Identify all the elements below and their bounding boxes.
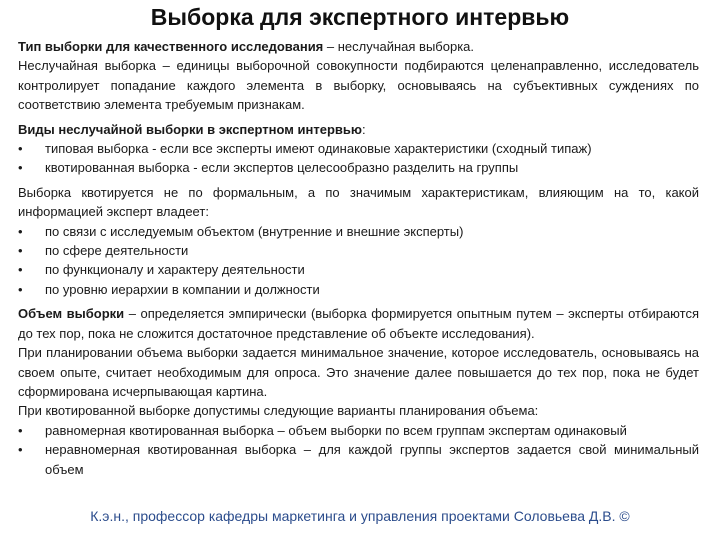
bullet: •: [18, 243, 23, 259]
bullet: •: [18, 141, 23, 157]
quota-section: [18, 183, 699, 299]
list-item: [18, 260, 699, 279]
volume-paragraph-2: При планировании объема выборки задается минимальное значение, которое исследователь, основываясь на своем опыте, считает необходимым для опроса. Это значение далее повышается до тех пор, пока не будет сформирована исчерпывающая картина.: [18, 345, 699, 399]
list-item-text: неравномерная квотированная выборка – для каждой группы экспертов задается свой минимальный объем: [45, 442, 699, 477]
types-colon: :: [361, 121, 366, 137]
list-item-text: по сфере деятельности: [45, 243, 189, 259]
volume-bold-label: Объем выборки: [18, 306, 125, 322]
slide-title: Выборка для экспертного интервью: [150, 4, 570, 30]
intro-bold-label: Тип выборки для качественного исследования: [18, 39, 324, 54]
quota-paragraph: Выборка квотируется не по формальным, а по значимым характеристикам, влияющим на то, какой информацией эксперт владеет:: [18, 184, 699, 220]
bullet: •: [18, 422, 23, 438]
list-item: [18, 440, 699, 479]
intro-section: [18, 37, 699, 115]
volume-text: – определяется эмпирически (выборка формируется опытным путем – эксперты отбираются до тех пор, пока не сложится достаточное представление об объекте исследования).: [18, 306, 699, 341]
bullet: •: [18, 281, 23, 297]
intro-line: [18, 37, 699, 56]
list-item-text: по связи с исследуемым объектом (внутренние и внешние эксперты): [45, 223, 464, 239]
volume-section: [18, 304, 699, 479]
bullet: •: [18, 223, 23, 239]
list-item-text: равномерная квотированная выборка – объем выборки по всем группам экспертам одинаковый: [45, 422, 627, 438]
list-item-text: квотированная выборка - если экспертов целесообразно разделить на группы: [45, 160, 519, 176]
list-item: [18, 280, 699, 299]
list-item: [18, 222, 699, 241]
bullet: •: [18, 160, 23, 176]
types-bold-label: Виды неслучайной выборки в экспертном интервью: [18, 121, 362, 137]
list-item-text: по уровню иерархии в компании и должности: [45, 281, 320, 297]
types-heading: [18, 120, 699, 139]
volume-line: [18, 304, 699, 343]
content-body: [18, 37, 699, 479]
volume-paragraph-3: При квотированной выборке допустимы следующие варианты планирования объема:: [18, 403, 539, 419]
types-section: [18, 120, 699, 178]
list-item: [18, 421, 699, 440]
list-item: [18, 158, 699, 177]
list-item-text: типовая выборка - если все эксперты имеют одинаковые характеристики (сходный типаж): [45, 141, 592, 157]
bullet: •: [18, 262, 23, 278]
list-item: [18, 241, 699, 260]
bullet: •: [18, 442, 23, 458]
intro-text: – неслучайная выборка.: [323, 39, 475, 54]
list-item-text: по функционалу и характеру деятельности: [45, 262, 305, 278]
author-footer: К.э.н., профессор кафедры маркетинга и управления проектами Соловьева Д.В. ©: [90, 508, 630, 524]
list-item: [18, 139, 699, 158]
intro-paragraph: Неслучайная выборка – единицы выборочной совокупности подбираются целенаправленно, исследователь контролирует попадание каждого элемента в выборку, основываясь на субъективных суждениях по соответствию элемента требуемым признакам.: [18, 58, 699, 113]
